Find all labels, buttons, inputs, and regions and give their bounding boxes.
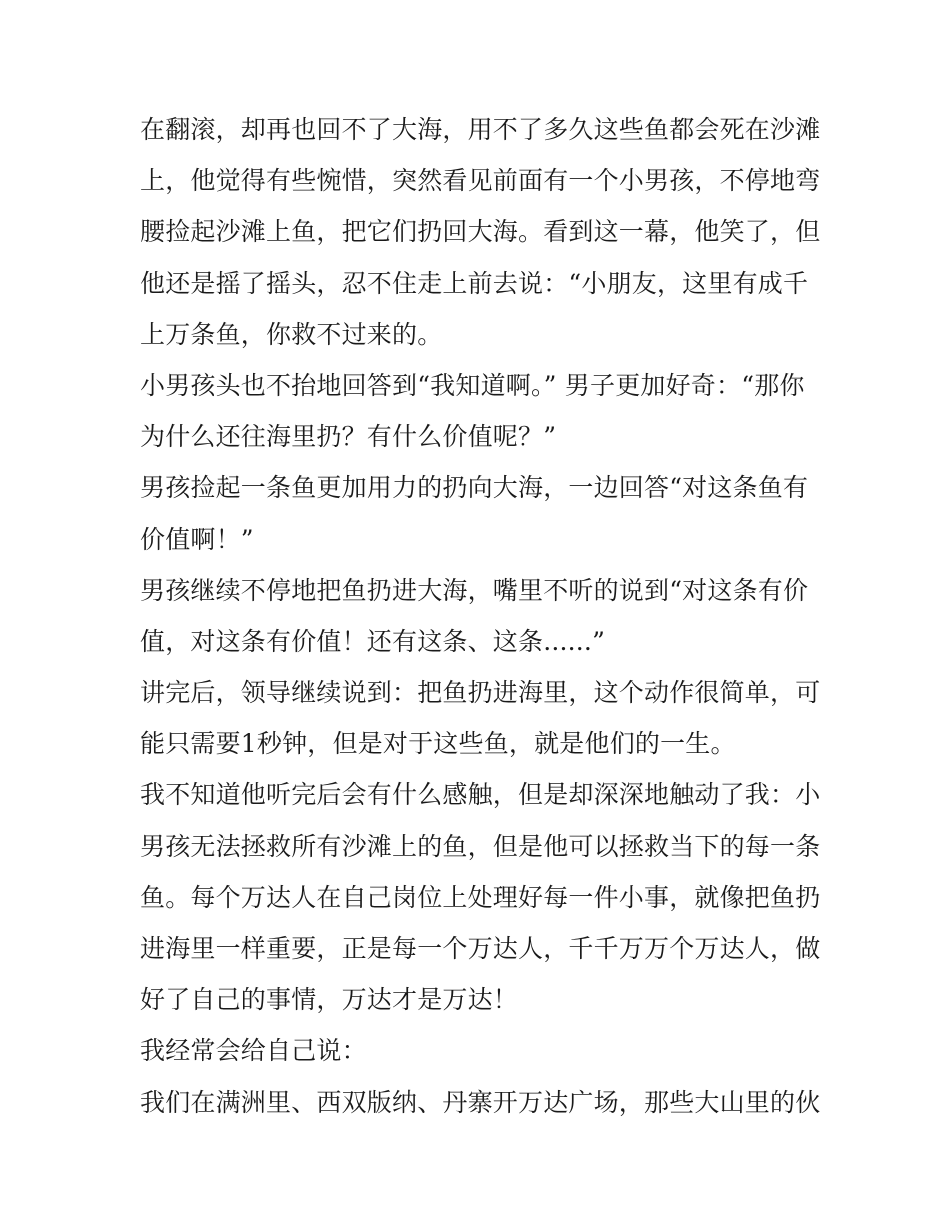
text-line: 讲完后，领导继续说到：把鱼扔进海里，这个动作很简单，可 xyxy=(140,678,821,708)
body-text xyxy=(140,104,820,1128)
text-line: 他还是摇了摇头，忍不住走上前去说：“小朋友，这里有成千 xyxy=(140,268,809,298)
text-line: 小男孩头也不抬地回答到“我知道啊。” 男子更加好奇：“那你 xyxy=(140,370,805,400)
text-line: 进海里一样重要，正是每一个万达人，千千万万个万达人，做 xyxy=(140,934,821,963)
text-line: 男孩继续不停地把鱼扔进大海，嘴里不听的说到“对这条有价 xyxy=(140,575,809,605)
text-line: 腰捡起沙滩上鱼，把它们扔回大海。看到这一幕，他笑了，但 xyxy=(140,217,821,247)
text-line: 值，对这条有价值！还有这条、这条......” xyxy=(140,626,606,656)
text-line: 我经常会给自己说： xyxy=(140,1036,367,1066)
text-line: 在翻滚，却再也回不了大海，用不了多久这些鱼都会死在沙滩 xyxy=(140,115,821,144)
text-line: 价值啊！” xyxy=(140,524,254,554)
text-line: 为什么还往海里扔？有什么价值呢？” xyxy=(140,422,557,452)
text-line: 我不知道他听完后会有什么感触，但是却深深地触动了我：小 xyxy=(140,780,821,810)
text-line: 上万条鱼，你救不过来的。 xyxy=(140,319,443,349)
text-line: 鱼。每个万达人在自己岗位上处理好每一件小事，就像把鱼扔 xyxy=(140,882,821,912)
text-line: 能只需要1秒钟，但是对于这些鱼，就是他们的一生。 xyxy=(140,729,736,759)
text-line: 我们在满洲里、西双版纳、丹寨开万达广场，那些大山里的伙 xyxy=(140,1087,821,1117)
text-line: 好了自己的事情，万达才是万达！ xyxy=(140,985,519,1015)
text-line: 上，他觉得有些惋惜，突然看见前面有一个小男孩，不停地弯 xyxy=(140,166,821,196)
text-line: 男孩无法拯救所有沙滩上的鱼，但是他可以拯救当下的每一条 xyxy=(140,831,821,861)
text-line: 男孩捡起一条鱼更加用力的扔向大海，一边回答“对这条鱼有 xyxy=(140,473,809,503)
